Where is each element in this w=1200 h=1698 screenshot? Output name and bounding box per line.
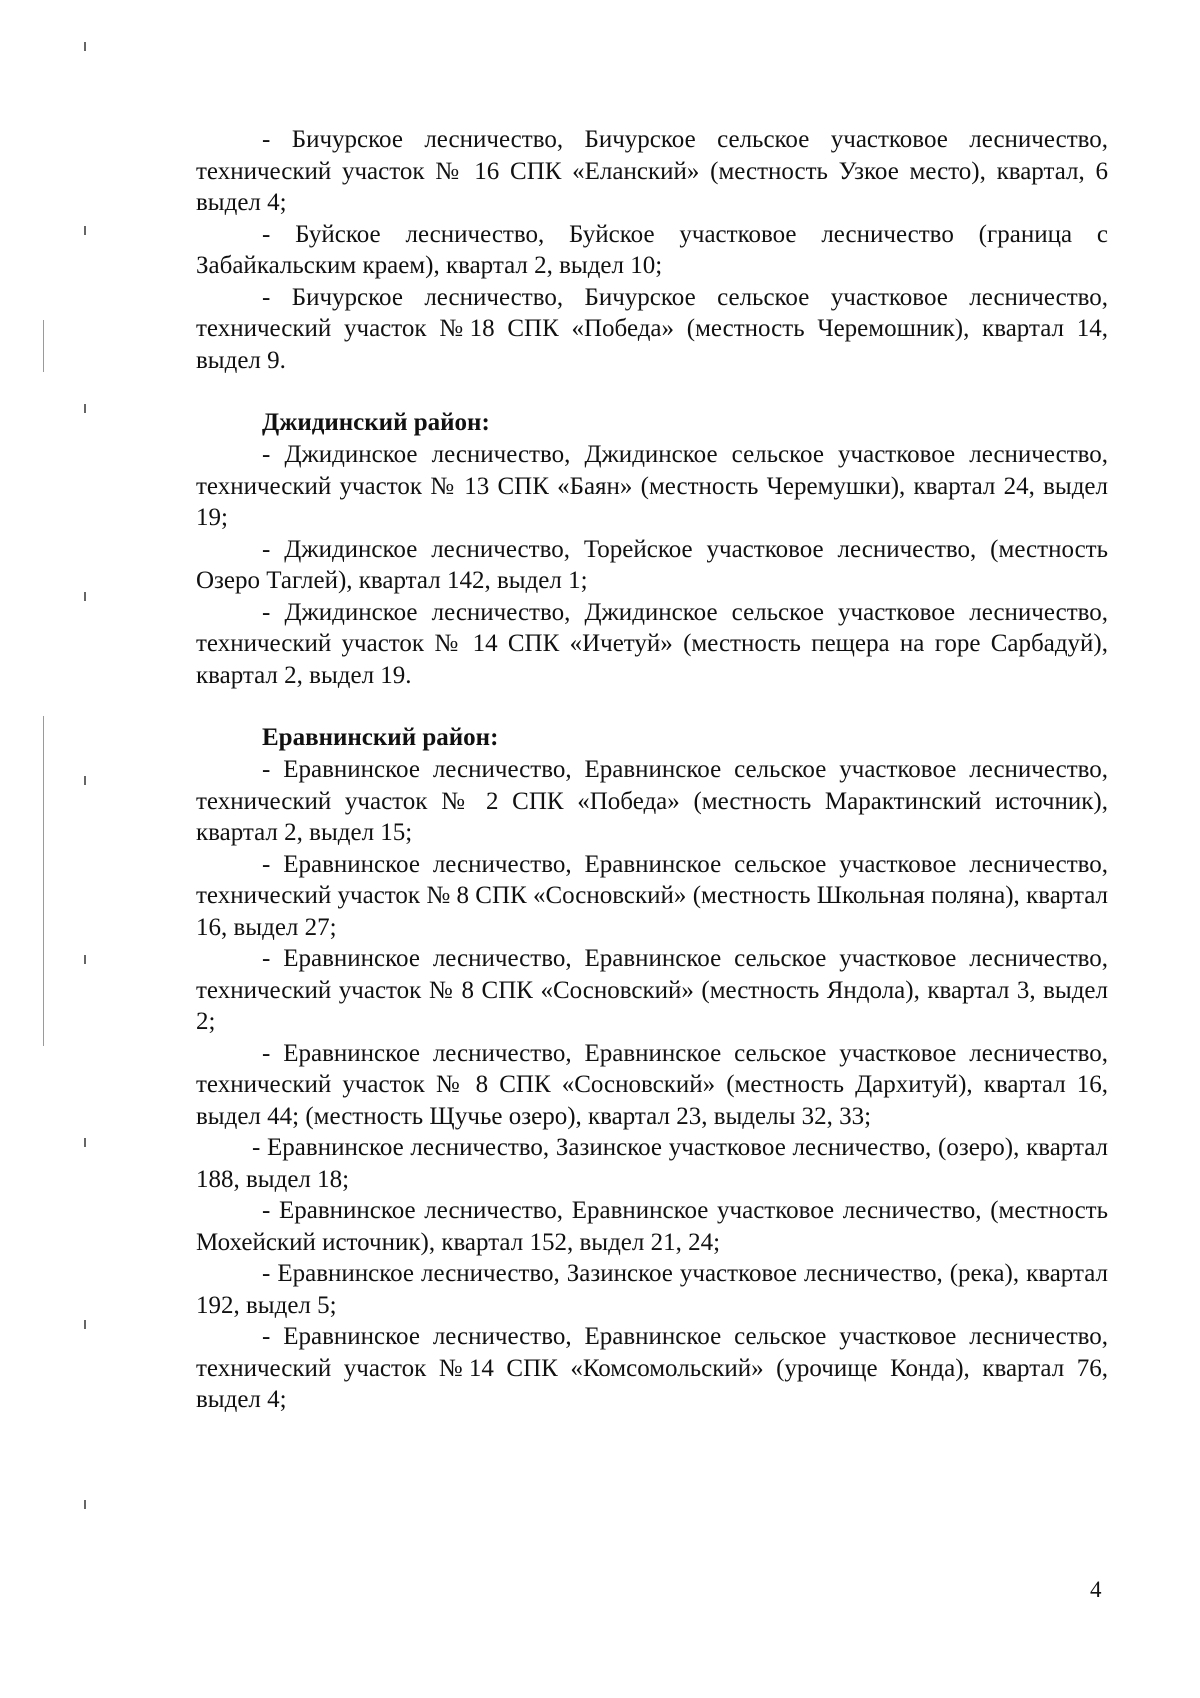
scan-mark bbox=[84, 592, 86, 601]
list-item: - Еравнинское лесничество, Еравнинское сельское участковое лесничество, технический участок № 8 СПК «Сосновский» (местность Школьная поляна), квартал 16, выдел 27; bbox=[196, 850, 1108, 941]
section-heading: Джидинский район: bbox=[262, 409, 490, 436]
scan-mark bbox=[84, 404, 86, 413]
list-item: - Джидинское лесничество, Джидинское сельское участковое лесничество, технический участок № 13 СПК «Баян» (местность Черемушки), квартал 24, выдел 19; bbox=[196, 441, 1108, 531]
list-item: - Джидинское лесничество, Джидинское сельское участковое лесничество, технический участок № 14 СПК «Ичетуй» (местность пещера на горе Сарбадуй), квартал 2, выдел 19. bbox=[196, 598, 1108, 689]
list-item: - Еравнинское лесничество, Еравнинское сельское участковое лесничество, технический участок № 8 СПК «Сосновский» (местность Яндола), квартал 3, выдел 2; bbox=[196, 945, 1108, 1035]
list-item: - Еравнинское лесничество, Еравнинское сельское участковое лесничество, технический участок № 2 СПК «Победа» (местность Марактинский источник), квартал 2, выдел 15; bbox=[196, 756, 1108, 846]
document-body bbox=[196, 124, 1108, 1416]
scan-mark bbox=[84, 1138, 86, 1147]
scan-mark bbox=[84, 1320, 86, 1329]
list-item: - Еравнинское лесничество, Еравнинское участковое лесничество, (местность Мохейский источник), квартал 152, выдел 21, 24; bbox=[196, 1197, 1108, 1256]
scan-mark bbox=[84, 776, 86, 785]
page-number: 4 bbox=[1090, 1577, 1102, 1602]
list-item: - Еравнинское лесничество, Зазинское участковое лесничество, (озеро), квартал 188, выдел 18; bbox=[196, 1134, 1108, 1193]
list-item: - Буйское лесничество, Буйское участковое лесничество (граница с Забайкальским краем), квартал 2, выдел 10; bbox=[196, 220, 1108, 279]
list-item: - Еравнинское лесничество, Зазинское участковое лесничество, (река), квартал 192, выдел 5; bbox=[196, 1260, 1108, 1319]
scan-line bbox=[43, 716, 44, 1046]
scan-mark bbox=[84, 42, 86, 51]
list-item: - Еравнинское лесничество, Еравнинское сельское участковое лесничество, технический участок №14 СПК «Комсомольский» (урочище Конда), квартал 76, выдел 4; bbox=[196, 1323, 1108, 1413]
list-item: - Джидинское лесничество, Торейское участковое лесничество, (местность Озеро Таглей), квартал 142, выдел 1; bbox=[196, 535, 1108, 594]
scan-mark bbox=[84, 1500, 86, 1509]
scan-mark bbox=[84, 955, 86, 964]
section-heading: Еравнинский район: bbox=[262, 724, 499, 751]
scan-mark bbox=[84, 226, 86, 235]
scan-line bbox=[43, 320, 44, 372]
list-item: - Бичурское лесничество, Бичурское сельское участковое лесничество, технический участок №18 СПК «Победа» (местность Черемошник), квартал 14, выдел 9. bbox=[196, 283, 1108, 374]
list-item: - Бичурское лесничество, Бичурское сельское участковое лесничество, технический участок № 16 СПК «Еланский» (местность Узкое место), квартал, 6 выдел 4; bbox=[196, 126, 1108, 216]
list-item: - Еравнинское лесничество, Еравнинское сельское участковое лесничество, технический участок № 8 СПК «Сосновский» (местность Дархитуй), квартал 16, выдел 44; (местность Щучье озеро), квартал 23, выделы 32, 33; bbox=[196, 1039, 1108, 1130]
